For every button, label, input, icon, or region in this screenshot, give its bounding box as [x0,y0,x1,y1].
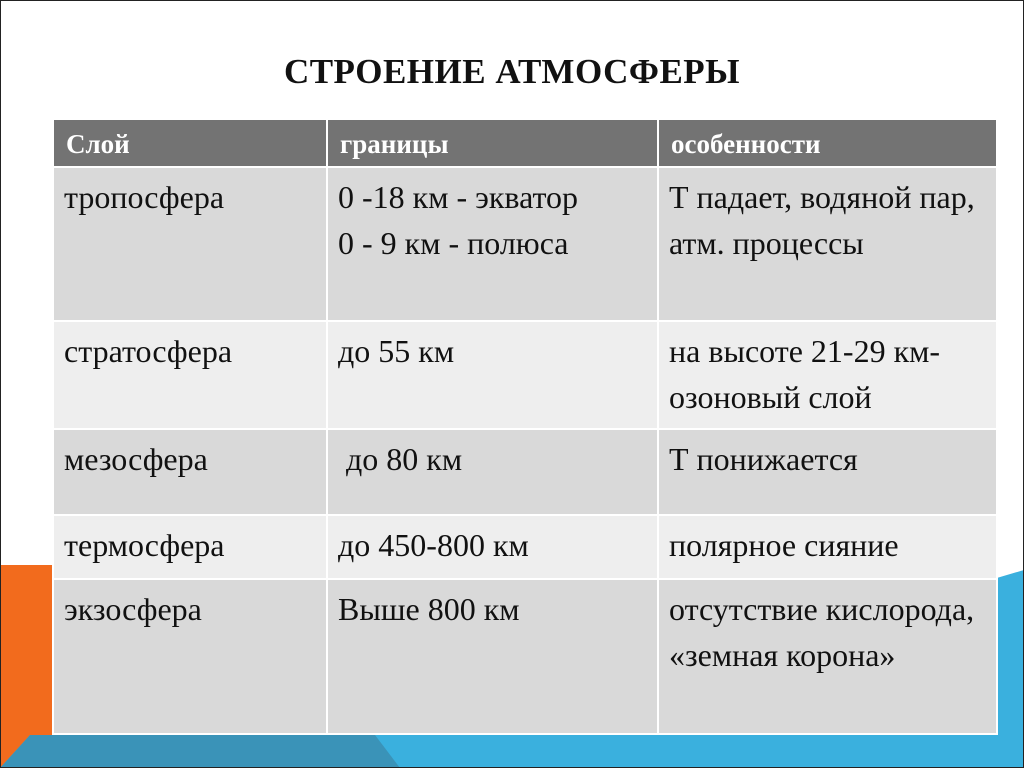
cell-layer: экзосфера [53,579,327,734]
cell-features: отсутствие кислорода, «земная корона» [658,579,997,734]
header-bounds: границы [327,119,658,167]
cell-bounds: до 55 км [327,321,658,429]
cell-layer: стратосфера [53,321,327,429]
table-row [53,167,997,321]
cell-layer: мезосфера [53,429,327,515]
cell-features: на высоте 21-29 км-озоновый слой [658,321,997,429]
cell-bounds: Выше 800 км [327,579,658,734]
cell-bounds: 0 -18 км - экватор 0 - 9 км - полюса [327,167,658,321]
table-header-row [53,119,997,167]
atmosphere-table [52,118,998,735]
table-row [53,321,997,429]
header-layer: Слой [53,119,327,167]
cell-bounds: до 450-800 км [327,515,658,579]
cell-layer: тропосфера [53,167,327,321]
table-row [53,579,997,734]
cell-features: Т падает, водяной пар, атм. процессы [658,167,997,321]
cell-features: Т понижается [658,429,997,515]
slide-title: СТРОЕНИЕ АТМОСФЕРЫ [283,52,741,91]
table-row [53,429,997,515]
cell-bounds: до 80 км [327,429,658,515]
cell-features: полярное сияние [658,515,997,579]
header-features: особенности [658,119,997,167]
table-row [53,515,997,579]
cell-layer: термосфера [53,515,327,579]
